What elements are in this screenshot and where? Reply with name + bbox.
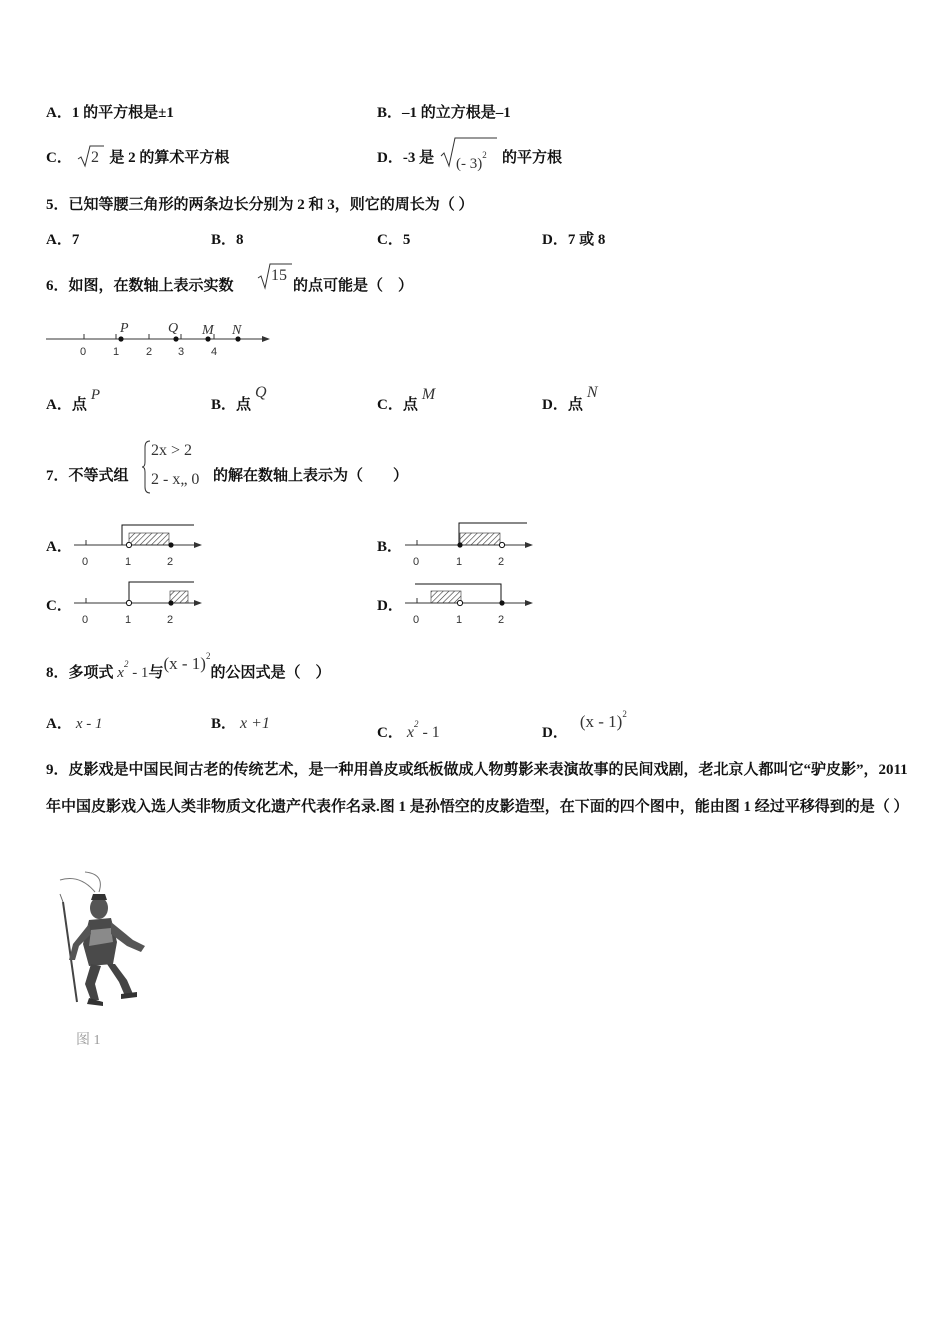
q6-option-d-var: N xyxy=(586,384,598,401)
q6-point-m: M xyxy=(202,323,214,338)
q6-tick-4: 4 xyxy=(211,346,218,358)
q6-number-line xyxy=(46,318,276,360)
q7-system-line-1: 2x > 2 xyxy=(151,442,193,459)
q7-option-b: B． xyxy=(377,539,403,555)
q8-option-c-exp: 2 xyxy=(413,719,419,729)
q7-graph-a xyxy=(74,520,209,572)
q8-stem-math-1-exp: 2 xyxy=(123,659,129,669)
q8-option-c-var: x xyxy=(406,724,414,741)
q8-stem-math-1-rest: - 1 xyxy=(128,665,149,681)
q4-option-d xyxy=(377,148,434,168)
q7-stem-suffix: 的解在数轴上表示为（ ） xyxy=(213,468,409,484)
q8-option-d-math xyxy=(579,709,627,731)
q8-stem xyxy=(46,651,331,683)
q4-d-exponent: 2 xyxy=(482,150,487,160)
q7-stem-prefix: 7．不等式组 xyxy=(46,468,129,484)
q6-stem-suffix: 的点可能是（ ） xyxy=(293,278,414,294)
q6-tick-2: 2 xyxy=(146,346,153,358)
q7-d-tick-2: 2 xyxy=(498,614,505,626)
q5-stem: 5．已知等腰三角形的两条边长分别为 2 和 3，则它的周长为（ ） xyxy=(46,197,474,213)
q5-option-a: A．7 xyxy=(46,232,80,248)
q7-system-line-2: 2 - x„ 0 xyxy=(151,471,200,488)
q6-option-c-var: M xyxy=(421,386,436,403)
q8-stem-math-2-base: (x - 1) xyxy=(163,654,206,673)
q6-option-a-label: A．点 xyxy=(46,397,87,413)
q7-graph-b xyxy=(405,520,540,572)
q8-option-c-rest: - 1 xyxy=(418,724,440,741)
q8-stem-prefix: 8．多项式 xyxy=(46,665,114,681)
q7-d-tick-0: 0 xyxy=(413,614,420,626)
q6-option-a-var: P xyxy=(90,387,101,403)
q6-point-q: Q xyxy=(168,321,179,336)
q6-option-d-label: D．点 xyxy=(542,397,583,413)
q8-option-b-math: x +1 xyxy=(240,715,270,732)
q6-stem-prefix: 6．如图，在数轴上表示实数 xyxy=(46,278,234,294)
q6-option-b xyxy=(211,384,267,415)
q5-option-d: D．7 或 8 xyxy=(542,232,606,248)
q4-option-d-suffix: 的平方根 xyxy=(502,150,563,166)
q6-tick-0: 0 xyxy=(80,346,87,358)
q8-option-a-math: x - 1 xyxy=(75,716,103,732)
q8-option-c xyxy=(377,714,440,743)
q7-c-tick-1: 1 xyxy=(125,614,132,626)
q8-option-d-base: (x - 1) xyxy=(579,712,623,731)
q8-option-c-label: C． xyxy=(377,725,403,741)
q7-option-a: A． xyxy=(46,539,72,555)
q4-d-radicand: (- 3) xyxy=(456,156,483,172)
q6-option-c-label: C．点 xyxy=(377,397,418,413)
q8-stem-math-2-exp: 2 xyxy=(205,651,211,661)
q8-option-a-label: A． xyxy=(46,716,72,732)
q6-option-b-var: Q xyxy=(255,384,267,401)
q8-option-a xyxy=(46,714,103,734)
q4-d-sqrt-value xyxy=(456,145,487,174)
q5-option-c: C．5 xyxy=(377,232,411,248)
q6-option-d xyxy=(542,384,598,415)
q8-option-d-label: D． xyxy=(542,725,568,741)
q7-a-tick-0: 0 xyxy=(82,556,89,568)
q6-sqrt-value: 15 xyxy=(271,267,287,284)
q9-figure-caption: 图 1 xyxy=(76,1033,101,1048)
q7-b-tick-0: 0 xyxy=(413,556,420,568)
q8-stem-math-1-var: x xyxy=(117,665,124,681)
q4-option-d-label: D．-3 是 xyxy=(377,150,435,166)
q9-shadow-puppet-figure xyxy=(55,872,155,1020)
q9-stem: 9．皮影戏是中国民间古老的传统艺术，是一种用兽皮或纸板做成人物剪影来表演故事的民间戏剧，老北京人都叫它“驴皮影”，2011 年中国皮影戏入选人类非物质文化遗产代表作名录.图 1 是孙悟空的皮影造型，在下面的四个图中，能由图 1 经过平移得到的是（ ） xyxy=(46,762,909,815)
q8-option-d-exp: 2 xyxy=(622,709,627,719)
q5-option-b: B．8 xyxy=(211,232,244,248)
q8-stem-mid: 与 xyxy=(148,665,164,681)
q6-option-a xyxy=(46,387,101,415)
q4-option-c xyxy=(46,148,229,168)
q4-c-sqrt-value: 2 xyxy=(91,149,99,166)
q7-a-tick-1: 1 xyxy=(125,556,132,568)
q6-tick-3: 3 xyxy=(178,346,185,358)
q4-option-c-text: 是 2 的算术平方根 xyxy=(109,150,230,166)
q8-stem-suffix: 的公因式是（ ） xyxy=(210,665,331,681)
q8-option-b-label: B． xyxy=(211,716,237,732)
q7-d-tick-1: 1 xyxy=(456,614,463,626)
q4-option-b: B．–1 的立方根是–1 xyxy=(377,105,511,121)
q7-a-tick-2: 2 xyxy=(167,556,174,568)
q8-stem-math-2 xyxy=(163,651,211,673)
q8-stem-math-1 xyxy=(117,659,149,681)
q6-point-p: P xyxy=(120,321,129,336)
q6-point-n: N xyxy=(232,323,242,338)
q6-option-b-label: B．点 xyxy=(211,397,252,413)
q6-option-c xyxy=(377,386,436,415)
q7-b-tick-2: 2 xyxy=(498,556,505,568)
q8-option-d xyxy=(542,709,627,743)
q7-option-c: C． xyxy=(46,598,72,614)
q7-option-d: D． xyxy=(377,598,403,614)
q7-graph-c xyxy=(74,578,209,630)
q4-option-a: A．1 的平方根是±1 xyxy=(46,105,174,121)
q7-c-tick-2: 2 xyxy=(167,614,174,626)
q8-option-c-math xyxy=(406,719,440,741)
q6-tick-1: 1 xyxy=(113,346,120,358)
q7-graph-d xyxy=(405,578,540,630)
q7-c-tick-0: 0 xyxy=(82,614,89,626)
q4-option-c-label: C． xyxy=(46,150,72,166)
q8-option-b xyxy=(211,714,270,734)
q7-b-tick-1: 1 xyxy=(456,556,463,568)
